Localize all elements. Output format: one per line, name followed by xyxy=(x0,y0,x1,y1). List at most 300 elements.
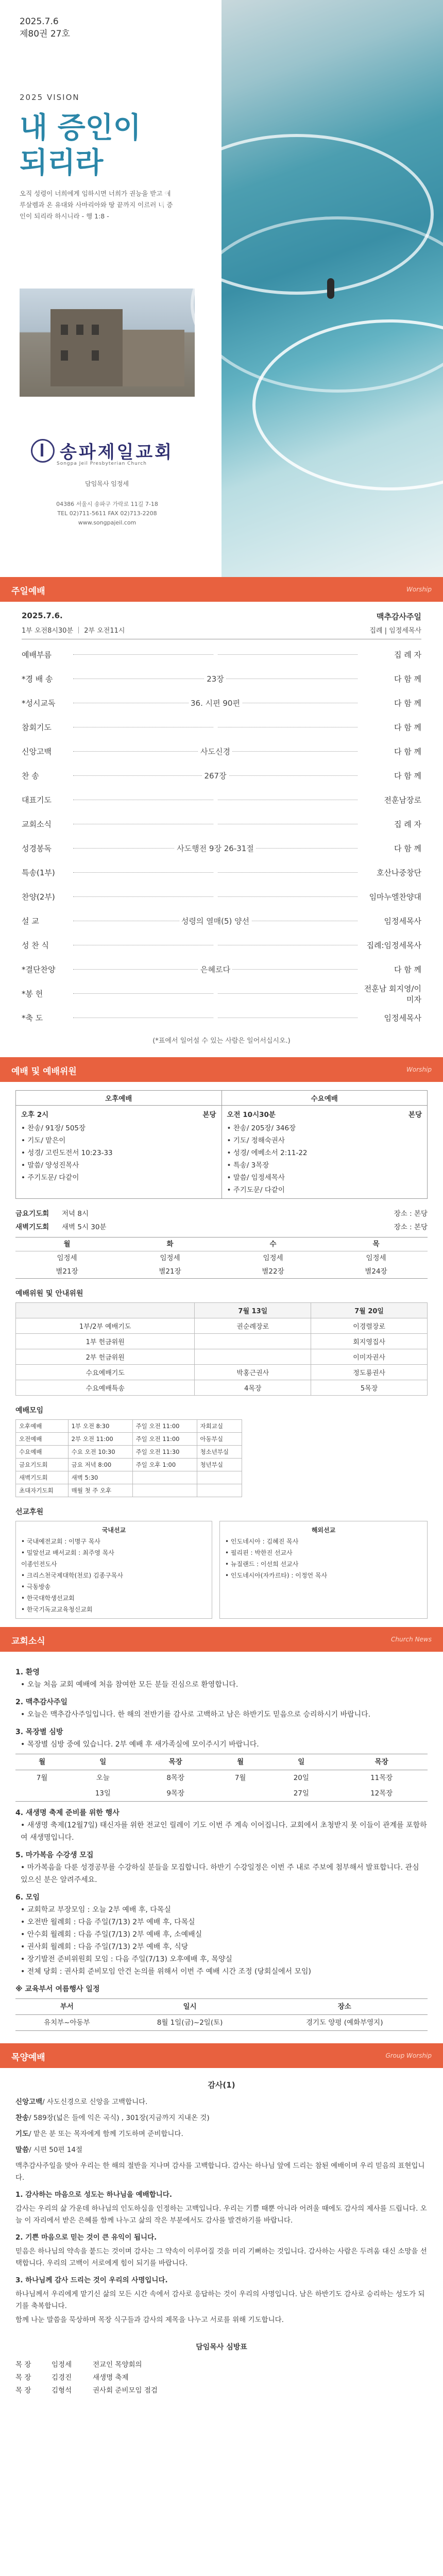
order-row xyxy=(22,957,421,981)
dawn-prayer-grid xyxy=(15,1237,428,1279)
order-item-label: 참회기도 xyxy=(22,723,52,732)
table-cell: 수요예배기도 xyxy=(16,1365,195,1380)
order-item-content xyxy=(213,819,217,828)
order-item-leader: 임정세목사 xyxy=(384,917,421,926)
sermon-meta xyxy=(15,2096,428,2156)
overseas-mission-title: 해외선교 xyxy=(311,1527,336,1534)
order-item-content xyxy=(213,988,217,997)
table-cell: 27일 xyxy=(267,1786,335,1802)
table-cell: 수요예배특송 xyxy=(16,1380,195,1396)
order-item-content xyxy=(213,649,217,658)
worship-season: 맥추감사주일 xyxy=(377,612,421,621)
value: 저녁 8시 xyxy=(62,1210,89,1218)
table-cell: 아동부실 xyxy=(197,1433,242,1446)
afternoon-service-box xyxy=(16,1091,222,1198)
service-item: • 기도/ 정해숙권사 xyxy=(227,1137,285,1145)
table-cell: 새벽기도회 xyxy=(16,1471,69,1484)
table-cell: 회지영집사 xyxy=(311,1334,428,1349)
mission-item: • 뉴질랜드 : 이선희 선교사 xyxy=(225,1561,299,1568)
value: 새벽 5시 30분 xyxy=(62,1223,107,1231)
table-cell: 목장 xyxy=(137,1754,214,1770)
mission-item: • 한국대학생선교회 xyxy=(21,1595,75,1602)
order-item-leader: 다 함 께 xyxy=(394,965,421,974)
cover-date xyxy=(20,15,70,40)
mission-item: • 극동방송 xyxy=(21,1583,51,1590)
vision-label: 2025 VISION xyxy=(20,93,80,102)
sermon-title: 감사(1) xyxy=(208,2080,235,2090)
order-item-content: 23장 xyxy=(205,674,226,684)
order-row xyxy=(22,667,421,691)
worship-order-sub xyxy=(22,625,421,635)
order-item-label: 찬 송 xyxy=(22,771,39,781)
order-row xyxy=(22,739,421,764)
sermon-close: 함께 나눈 말씀을 묵상하며 목장 식구들과 감사의 제목을 나누고 서로를 위해 기도합니다. xyxy=(15,2316,284,2324)
table-cell: 1부 오전 8:30 xyxy=(68,1420,132,1433)
table-row xyxy=(16,1484,242,1497)
sermon-meta-row xyxy=(15,2128,428,2140)
mission-item: • 국내예전교회 : 이명구 목사 xyxy=(21,1538,100,1545)
order-row xyxy=(22,909,421,933)
table-cell xyxy=(197,1471,242,1484)
order-row xyxy=(22,642,421,667)
order-item-leader: 다 함 께 xyxy=(394,674,421,684)
section-title: 교회소식 xyxy=(11,1636,45,1647)
order-row xyxy=(22,788,421,812)
news-list xyxy=(15,1807,428,1995)
dawn-leader: 임정세 xyxy=(366,1254,386,1262)
order-item-dots xyxy=(73,844,357,853)
table-row xyxy=(16,1380,428,1396)
date: 2025.7.6 xyxy=(20,16,59,27)
visit-cell: 목 장 xyxy=(15,2361,31,2369)
domestic-mission-title: 국내선교 xyxy=(101,1527,126,1534)
service-volunteers-table xyxy=(15,1302,428,1396)
mission-item: • 인도네시아(자카르타) : 이정언 목사 xyxy=(225,1572,328,1579)
section-title-en: Worship xyxy=(406,586,432,593)
cover-title xyxy=(20,111,174,181)
sermon-point-body: 하나님께서 우리에게 맡기신 삶의 모든 시간 속에서 감사로 응답하는 것이 우리의 사명입니다. 남은 하반기도 감사로 승리하는 성도가 되기를 축복합니다. xyxy=(15,2290,425,2310)
table-cell: 초대자기도회 xyxy=(16,1484,69,1497)
wednesday-service-time xyxy=(222,1106,428,1120)
table-header-cell: 장소 xyxy=(261,1999,428,2015)
order-item-leader: 다 함 께 xyxy=(394,771,421,781)
table-row xyxy=(15,2015,428,2031)
time: 오전 10시30분 xyxy=(227,1111,276,1119)
news-title: 2. 맥추감사주일 xyxy=(15,1698,68,1706)
table-cell xyxy=(132,1471,197,1484)
order-item-content xyxy=(213,1012,217,1022)
cover xyxy=(0,0,443,577)
table-row xyxy=(16,1459,242,1471)
church-name: 송파제일교회 xyxy=(60,442,174,463)
wednesday-service-title: 수요예배 xyxy=(222,1091,428,1106)
order-item-label: 설 교 xyxy=(22,917,39,926)
table-cell: 새벽 5:30 xyxy=(68,1471,132,1484)
table-cell: 매월 첫 주 오후 xyxy=(68,1484,132,1497)
table-row xyxy=(15,1786,428,1802)
order-item-dots xyxy=(73,993,357,994)
table-cell: 일 xyxy=(69,1754,137,1770)
window-icon xyxy=(61,325,68,335)
table-row xyxy=(16,1365,428,1380)
worship-order-list xyxy=(22,642,421,1030)
news-body: • 교회학교 부장모임 : 오늘 2부 예배 후, 다목실 • 오전반 월례회 : 다음 주일(7/13) 2부 예배 후, 다목실 • 안수회 월례회 : 다음 주일(7/13) 2부 예배 후, 소예배실 • 권사회 월례회 : 다음 주일(7/13) 2부 예배 후, 식당 • 장기발전 준비위원회 모임 : 다음 주일(7/13) 오후예배 후, 목양실 • 전체 당회 : 권사회 준비모임 안건 논의를 위해서 이번 주 예배 시간 조정 (당회실에서 모임) xyxy=(21,1906,311,1976)
dawn-passage: 별24장 xyxy=(365,1267,387,1276)
prayer-meetings xyxy=(15,1206,428,1279)
table-cell: 주일 오전 11:00 xyxy=(132,1433,197,1446)
table-cell: 목장 xyxy=(335,1754,428,1770)
order-item-content xyxy=(213,940,217,949)
table-header-cell: 일시 xyxy=(118,1999,262,2015)
issue-number: 제80권 27호 xyxy=(20,29,70,39)
order-row xyxy=(22,691,421,715)
order-item-label: 교회소식 xyxy=(22,820,52,829)
swimmer-figure xyxy=(327,278,334,299)
overseas-mission-list xyxy=(225,1536,422,1581)
order-item-leader: 호산나중창단 xyxy=(377,868,421,877)
church-name-en: Songpa Jeil Presbyterian Church xyxy=(57,461,147,466)
order-item-label: *성시교독 xyxy=(22,699,56,708)
group-worship xyxy=(0,2068,443,2413)
service-item: • 주기도문/ 다같이 xyxy=(21,1174,79,1182)
time: 오후 2시 xyxy=(21,1111,49,1119)
table-cell xyxy=(132,1484,197,1497)
visit-table-title: 담임목사 심방표 xyxy=(196,2343,247,2351)
table-cell: 수요예배 xyxy=(16,1446,69,1459)
news-title: ※ 교육부서 여름행사 일정 xyxy=(15,1985,100,1993)
mission-item: 이종인전도사 xyxy=(21,1561,57,1568)
visit-cell: 새생명 축제 xyxy=(93,2374,129,2382)
order-item-leader: 임정세목사 xyxy=(384,1013,421,1023)
order-item-dots xyxy=(73,771,357,781)
sermon-point-body: 감사는 우리의 삶 가운데 하나님의 인도하심을 인정하는 고백입니다. 우리는 기쁠 때뿐 아니라 어려울 때에도 감사의 제사를 드립니다. 오늘 이 자리에서 받은 은혜를 함께 나누고 삶의 작은 부분에서도 감사를 발견하기를 바랍니다. xyxy=(15,2205,427,2225)
church-logo xyxy=(31,438,174,463)
section-title-en: Church News xyxy=(391,1636,432,1643)
table-cell: 금요기도회 xyxy=(16,1459,69,1471)
table-cell: 1부/2부 예배기도 xyxy=(16,1318,195,1334)
table-row xyxy=(16,1446,242,1459)
service-item: • 특송/ 3목장 xyxy=(227,1161,269,1170)
sermon-meta-row xyxy=(15,2112,428,2124)
afternoon-service-title: 오후예배 xyxy=(16,1091,222,1106)
sermon-intro: 맥추감사주일을 맞아 우리는 한 해의 절반을 지나며 감사를 고백합니다. 감사는 하나님 앞에 드리는 참된 예배이며 우리 믿음의 표현입니다. xyxy=(15,2162,425,2182)
order-item-content xyxy=(213,722,217,731)
dawn-prayer xyxy=(15,1219,428,1233)
service-item: • 주기도문/ 다같이 xyxy=(227,1186,285,1194)
order-row xyxy=(22,715,421,739)
order-row xyxy=(22,933,421,957)
table-header-cell: 부서 xyxy=(15,1999,118,2015)
table-cell: 1부 헌금위원 xyxy=(16,1334,195,1349)
domestic-mission-list xyxy=(21,1536,207,1615)
place: 본당 xyxy=(202,1111,216,1119)
table-cell: 오늘 xyxy=(96,1774,110,1782)
table-cell: 정도룡권사 xyxy=(311,1365,428,1380)
service-item: • 성경/ 에베소서 2:11-22 xyxy=(227,1149,308,1157)
news-body: • 오늘은 맥추감사주일입니다. 한 해의 전반기를 감사로 고백하고 남은 하반기도 믿음으로 승리하시기 바랍니다. xyxy=(21,1710,371,1719)
sermon-point-body: 믿음은 하나님의 약속을 붙드는 것이며 감사는 그 약속이 이루어질 것을 미리 기뻐하는 것입니다. 감사하는 사람은 두려움 대신 소망을 선택합니다. 우리의 고백이 서로에게 힘이 되기를 바랍니다. xyxy=(15,2247,427,2267)
table-header-row xyxy=(15,1999,428,2015)
table-cell: 월 xyxy=(15,1754,69,1770)
order-item-dots xyxy=(73,747,357,756)
section-title-en: Group Worship xyxy=(385,2052,432,2059)
afternoon-service-items xyxy=(16,1120,222,1186)
table-cell: 이미자권사 xyxy=(311,1349,428,1365)
order-item-label: 성 찬 식 xyxy=(22,941,49,950)
website-link[interactable]: www.songpajeil.com xyxy=(78,519,137,526)
visit-cell: 전교인 목양회의 xyxy=(93,2361,142,2369)
order-item-leader: 다 함 께 xyxy=(394,844,421,853)
news-body: • 새생명 축제(12월7일) 태신자를 위한 전교인 릴레이 기도 이번 주 계속 이어집니다. 교회에서 초청받지 못 이들이 관계를 포함하여 새생명입니다. xyxy=(21,1821,427,1842)
section-title: 주일예배 xyxy=(11,586,45,597)
table-cell: 자회교실 xyxy=(197,1420,242,1433)
order-row xyxy=(22,764,421,788)
order-item-dots xyxy=(73,896,357,897)
order-item-dots xyxy=(73,654,357,655)
mission-title: 선교후원 xyxy=(15,1508,44,1516)
window-icon xyxy=(61,350,68,361)
dawn-day: 화 xyxy=(118,1238,222,1251)
church-building-wing xyxy=(123,330,184,386)
place: 본당 xyxy=(408,1111,422,1119)
dawn-leader: 임정세 xyxy=(57,1254,77,1262)
table-cell xyxy=(197,1484,242,1497)
education-schedule-table xyxy=(15,1998,428,2031)
church-building xyxy=(50,309,123,386)
domestic-mission xyxy=(15,1521,212,1619)
table-cell: 12목장 xyxy=(335,1786,428,1802)
news-title: 1. 환영 xyxy=(15,1668,40,1676)
order-row xyxy=(22,860,421,885)
visit-cell: 목 장 xyxy=(15,2386,31,2395)
table-cell: 오전예배 xyxy=(16,1433,69,1446)
order-item-label: 찬양(2부) xyxy=(22,892,55,902)
dawn-day: 목 xyxy=(325,1238,428,1251)
title-line-2: 되리라 xyxy=(20,146,104,180)
visit-cell: 목 장 xyxy=(15,2374,31,2382)
order-item-content: 사도행전 9장 26-31절 xyxy=(175,844,256,853)
order-item-label: 대표기도 xyxy=(22,795,52,805)
label: 새벽기도회 xyxy=(15,1223,49,1231)
table-cell: 청소년부실 xyxy=(197,1446,242,1459)
table-header-cell xyxy=(16,1303,195,1318)
cover-verse: 오직 성령이 너희에게 임하시면 너희가 권능을 받고 예루살렘과 온 유대와 사마리아와 땅 끝까지 이르러 내 증인이 되리라 하시니라 - 행 1:8 - xyxy=(20,190,173,220)
window-icon xyxy=(92,350,99,361)
table-row xyxy=(16,1433,242,1446)
table-cell: 금요 저녁 8:00 xyxy=(68,1459,132,1471)
section-header-news xyxy=(0,1627,443,1652)
dawn-leader: 임정세 xyxy=(263,1254,283,1262)
news-title: 4. 새생명 축제 준비를 위한 행사 xyxy=(15,1809,120,1817)
address-line: 04386 서울시 송파구 가락로 11길 7-18 xyxy=(56,501,158,507)
table-cell: 13일 xyxy=(69,1786,137,1802)
wednesday-service-items xyxy=(222,1120,428,1198)
church-address xyxy=(20,500,195,528)
meetings-title: 예배모임 xyxy=(15,1406,44,1415)
dawn-leader: 임정세 xyxy=(160,1254,180,1262)
section-header-schedule xyxy=(0,1057,443,1082)
order-item-content: 36. 시편 90편 xyxy=(189,699,242,708)
sermon-meta-label: 신앙고백 xyxy=(15,2098,43,2106)
table-header-cell: 7월 13일 xyxy=(195,1303,311,1318)
order-item-content xyxy=(213,891,217,901)
order-item-content: 은혜로다 xyxy=(198,965,232,974)
table-cell: 박홍근권사 xyxy=(195,1365,311,1380)
service-item: • 기도/ 맡은이 xyxy=(21,1137,66,1145)
sermon-meta-label: 말씀 xyxy=(15,2146,29,2154)
order-item-leader: 임마누엘찬양대 xyxy=(369,892,421,902)
service-item: • 찬송/ 91장/ 505장 xyxy=(21,1124,86,1132)
visit-cell: 김형석 xyxy=(52,2386,72,2395)
worship-leader: 집례 | 임정세목사 xyxy=(369,627,421,635)
table-cell: 7월 xyxy=(36,1774,48,1782)
order-item-leader: 전훈남장로 xyxy=(384,795,421,805)
table-cell xyxy=(214,1786,267,1802)
order-item-label: *축 도 xyxy=(22,1013,43,1023)
news-body: • 마가복음을 다룬 성경공부를 수강하실 분들을 모집합니다. 하반기 수강일정은 이번 주 내로 주보에 첨부해서 발표합니다. 관심 있으신 분은 알려주세요. xyxy=(21,1863,419,1884)
sermon-meta-value: / 시편 50편 14절 xyxy=(29,2146,83,2154)
schedule xyxy=(0,1082,443,1627)
place: 장소 : 본당 xyxy=(394,1223,428,1231)
table-row xyxy=(16,1349,428,1365)
table-cell: 9목장 xyxy=(137,1786,214,1802)
friday-prayer xyxy=(15,1206,428,1219)
visit-cell: 권사회 준비모임 점검 xyxy=(93,2386,158,2395)
order-item-label: 성경봉독 xyxy=(22,844,52,853)
worship-order-head xyxy=(22,611,421,622)
service-item: • 말씀/ 양성진목사 xyxy=(21,1161,79,1170)
service-item: • 말씀/ 임정세목사 xyxy=(227,1174,285,1182)
sermon-meta-row xyxy=(15,2144,428,2156)
phone-line: TEL 02)711-5611 FAX 02)713-2208 xyxy=(57,510,157,517)
table-row xyxy=(16,1471,242,1484)
worship-date: 2025.7.6. xyxy=(22,611,63,620)
order-item-leader: 다 함 께 xyxy=(394,747,421,756)
service-volunteers-title: 예배위원 및 안내위원 xyxy=(15,1290,83,1298)
window-icon xyxy=(92,325,99,335)
sermon-meta-value: / 589장(넓은 들에 익은 곡식) , 301장(지금까지 지내온 것) xyxy=(29,2114,210,2122)
section-header-group xyxy=(0,2043,443,2068)
table-header-cell: 7월 20일 xyxy=(311,1303,428,1318)
dawn-passage: 별21장 xyxy=(159,1267,181,1276)
place: 장소 : 본당 xyxy=(394,1210,428,1218)
table-cell: 5목장 xyxy=(311,1380,428,1396)
table-row xyxy=(16,1318,428,1334)
table-row xyxy=(15,1754,428,1770)
news-list xyxy=(15,1666,428,1751)
sermon-point-title: 1. 감사하는 마음으로 성도는 하나님을 예배합니다. xyxy=(15,2191,172,2199)
news-body: • 목장별 심방 중에 있습니다. 2부 예배 후 새가족실에 모이주시기 바랍니다. xyxy=(21,1740,259,1749)
order-item-content xyxy=(213,794,217,804)
order-item-leader: 집례:임정세목사 xyxy=(366,941,421,950)
ocean-photo xyxy=(222,0,443,577)
order-item-content xyxy=(213,867,217,876)
news-title: 5. 마가복음 수강생 모집 xyxy=(15,1851,94,1859)
table-cell: 일 xyxy=(267,1754,335,1770)
overseas-mission xyxy=(219,1521,428,1619)
table-cell: 주일 오전 11:30 xyxy=(132,1446,197,1459)
table-cell: 주일 오전 11:00 xyxy=(132,1420,197,1433)
sermon-point-title: 2. 기쁜 마음으로 믿는 것이 큰 유익이 됩니다. xyxy=(15,2233,157,2242)
order-item-label: *결단찬양 xyxy=(22,965,56,974)
service-item: • 찬송/ 205장/ 346장 xyxy=(227,1124,296,1132)
order-item-content: 성령의 열매(5) 양선 xyxy=(179,917,251,926)
order-item-content: 사도신경 xyxy=(198,747,232,756)
mission-item: • 밀알선교 배서교회 : 최주영 목사 xyxy=(21,1549,114,1556)
worship-note: (*표에서 일어설 수 있는 사람은 일어서십시오.) xyxy=(152,1037,291,1045)
dawn-day: 월 xyxy=(15,1238,118,1251)
table-cell: 권순례장로 xyxy=(195,1318,311,1334)
label: 금요기도회 xyxy=(15,1210,49,1218)
mission-boxes xyxy=(15,1521,428,1619)
table-cell: 수요 오전 10:30 xyxy=(68,1446,132,1459)
mission-item: • 필리핀 : 박한진 선교사 xyxy=(225,1549,293,1556)
mission-item: • 인도네시아 : 김혜진 목사 xyxy=(225,1538,299,1545)
table-cell: 8월 1일(금)~2일(토) xyxy=(118,2015,262,2031)
table-cell: 4목장 xyxy=(195,1380,311,1396)
sermon-meta-label: 찬송 xyxy=(15,2114,29,2122)
visit-cell: 김경진 xyxy=(52,2374,72,2382)
window-icon xyxy=(76,325,83,335)
news-title: 6. 모임 xyxy=(15,1893,40,1902)
order-item-label: *경 배 송 xyxy=(22,674,53,684)
worship-order xyxy=(0,602,443,1057)
table-header-row xyxy=(16,1303,428,1318)
meetings-table xyxy=(15,1419,242,1497)
order-item-label: 예배부름 xyxy=(22,650,52,659)
news-title: 3. 목장별 심방 xyxy=(15,1728,63,1736)
table-cell xyxy=(195,1349,311,1365)
order-item-leader: 다 함 께 xyxy=(394,699,421,708)
mission-item: • 크리스천국제대학(천로) 김종구목사 xyxy=(21,1572,123,1579)
church-photo xyxy=(20,289,195,397)
table-cell: 주일 오후 1:00 xyxy=(132,1459,197,1471)
sermon-point-title: 3. 하나님께 감사 드리는 것이 우리의 사명입니다. xyxy=(15,2276,168,2284)
service-boxes xyxy=(15,1090,428,1199)
pastor-name: 담임목사 임정세 xyxy=(85,480,129,487)
dawn-passage: 별21장 xyxy=(56,1267,78,1276)
section-title-en: Worship xyxy=(406,1066,432,1073)
order-row xyxy=(22,981,421,1006)
afternoon-service-time xyxy=(16,1106,222,1120)
order-item-content: 267장 xyxy=(202,771,228,781)
order-item-dots xyxy=(73,872,357,873)
table-cell: 2부 오전 11:00 xyxy=(68,1433,132,1446)
dawn-day: 수 xyxy=(222,1238,325,1251)
section-title: 목양예배 xyxy=(11,2053,45,2063)
news-body: • 오늘 처음 교회 예배에 처음 참여한 모든 분들 진심으로 환영합니다. xyxy=(21,1681,238,1689)
pastor-visit-list xyxy=(15,2359,428,2397)
service-item: • 성경/ 고린도전서 10:23-33 xyxy=(21,1149,113,1157)
order-row xyxy=(22,1006,421,1030)
title-line-1: 내 증인이 xyxy=(20,111,141,145)
order-item-dots xyxy=(73,965,357,974)
table-cell: 11목장 xyxy=(370,1774,393,1782)
table-row xyxy=(15,1770,428,1786)
order-row xyxy=(22,885,421,909)
sermon-meta-value: / 사도신경으로 신앙을 고백합니다. xyxy=(42,2098,148,2106)
sermon-meta-value: / 맡은 분 또는 목자에게 함께 기도하며 준비합니다. xyxy=(29,2130,183,2138)
table-row xyxy=(16,1334,428,1349)
table-row xyxy=(16,1420,242,1433)
visit-cell: 임정세 xyxy=(52,2361,72,2369)
order-item-leader: 전훈남 회지영/이미자 xyxy=(364,984,421,1004)
order-row xyxy=(22,836,421,860)
cross-emblem-icon xyxy=(31,439,55,463)
order-item-leader: 집 례 자 xyxy=(394,650,421,659)
table-cell: 유치부~아동부 xyxy=(15,2015,118,2031)
order-item-label: *봉 헌 xyxy=(22,989,43,998)
